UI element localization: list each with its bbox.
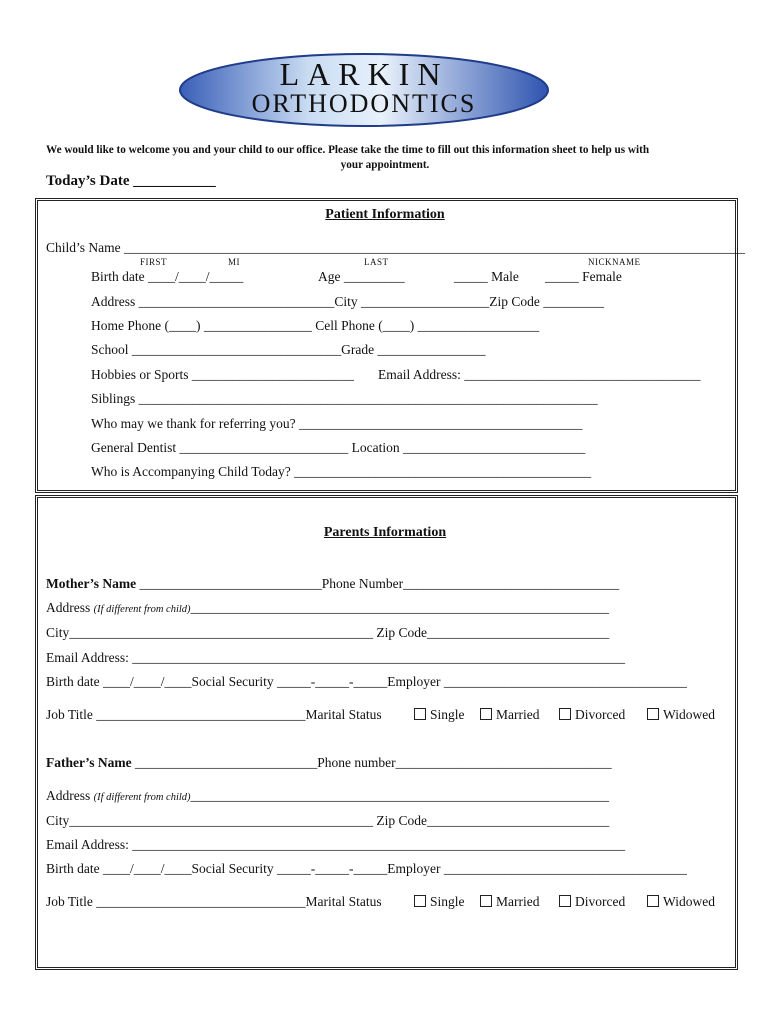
mother-widowed-label: Widowed xyxy=(663,707,715,722)
mother-address-line[interactable]: ______________________________________________________________ xyxy=(190,600,610,615)
patient-information-title: Patient Information xyxy=(325,207,445,222)
father-married-option[interactable] xyxy=(480,894,539,910)
todays-date-field[interactable]: Today’s Date ___________ xyxy=(46,173,216,189)
mother-married-option[interactable] xyxy=(480,707,539,723)
checkbox-icon[interactable] xyxy=(647,895,659,907)
mother-address-note: (If different from child) xyxy=(93,604,191,615)
sub-label-last: LAST xyxy=(364,257,389,267)
mother-widowed-option[interactable] xyxy=(647,707,715,723)
father-birth-field[interactable]: Birth date ____/____/____Social Security _____-_____-_____Employer ____________________________________ xyxy=(46,861,687,876)
sub-label-nickname: NICKNAME xyxy=(588,257,641,267)
checkbox-icon[interactable] xyxy=(414,708,426,720)
sub-label-first: FIRST xyxy=(140,257,168,267)
mother-address-label: Address xyxy=(46,600,94,615)
father-widowed-option[interactable] xyxy=(647,894,715,910)
father-job-field[interactable]: Job Title _______________________________Marital Status xyxy=(46,894,382,909)
female-option[interactable]: _____ Female xyxy=(545,269,622,284)
mother-job-field[interactable]: Job Title _______________________________Marital Status xyxy=(46,707,382,722)
father-name-label: Father’s Name xyxy=(46,755,132,770)
mother-address-row[interactable] xyxy=(46,600,609,616)
mother-name-line[interactable]: ___________________________Phone Number________________________________ xyxy=(136,576,620,591)
father-widowed-label: Widowed xyxy=(663,894,715,909)
mother-name-label: Mother’s Name xyxy=(46,576,137,591)
childs-name-field[interactable]: Child’s Name ____________________________________________________________________________________________ xyxy=(46,240,745,255)
checkbox-icon[interactable] xyxy=(559,895,571,907)
mother-email-field[interactable]: Email Address: _________________________________________________________________________ xyxy=(46,650,625,665)
general-dentist-field[interactable]: General Dentist _________________________ Location ___________________________ xyxy=(91,440,586,455)
sub-label-mi: MI xyxy=(228,257,240,267)
mother-single-label: Single xyxy=(430,707,465,722)
logo xyxy=(178,52,550,128)
welcome-line-1: We would like to welcome you and your child to our office. Please take the time to fill out this information sheet to help us with xyxy=(46,144,650,156)
father-name-line[interactable]: ___________________________Phone number________________________________ xyxy=(131,755,612,770)
siblings-field[interactable]: Siblings ____________________________________________________________________ xyxy=(91,391,598,406)
phone-field[interactable]: Home Phone (____) ________________ Cell Phone (____) __________________ xyxy=(91,318,540,333)
logo-line1: LARKIN xyxy=(279,56,449,92)
address-field[interactable]: Address _____________________________City ___________________Zip Code _________ xyxy=(91,294,604,309)
checkbox-icon[interactable] xyxy=(480,708,492,720)
accompanying-field[interactable]: Who is Accompanying Child Today? ____________________________________________ xyxy=(91,464,592,479)
checkbox-icon[interactable] xyxy=(647,708,659,720)
checkbox-icon[interactable] xyxy=(414,895,426,907)
logo-line2: ORTHODONTICS xyxy=(251,89,477,118)
logo-ellipse xyxy=(178,52,550,128)
mother-single-option[interactable] xyxy=(414,707,465,723)
father-divorced-label: Divorced xyxy=(575,894,626,909)
father-address-line[interactable]: ______________________________________________________________ xyxy=(190,788,610,803)
mother-married-label: Married xyxy=(496,707,540,722)
email-field[interactable]: Email Address: ___________________________________ xyxy=(378,367,701,382)
checkbox-icon[interactable] xyxy=(480,895,492,907)
school-field[interactable]: School _______________________________Grade ________________ xyxy=(91,342,486,357)
mother-birth-field[interactable]: Birth date ____/____/____Social Security _____-_____-_____Employer ____________________________________ xyxy=(46,674,687,689)
father-address-label: Address xyxy=(46,788,94,803)
hobbies-field[interactable]: Hobbies or Sports ________________________ xyxy=(91,367,354,382)
birth-date-field[interactable]: Birth date ____/____/_____ xyxy=(91,269,244,284)
father-city-field[interactable]: City_____________________________________________ Zip Code___________________________ xyxy=(46,813,610,828)
father-divorced-option[interactable] xyxy=(559,894,625,910)
father-single-label: Single xyxy=(430,894,465,909)
father-married-label: Married xyxy=(496,894,540,909)
mother-name-row[interactable] xyxy=(46,576,619,592)
checkbox-icon[interactable] xyxy=(559,708,571,720)
age-field[interactable]: Age _________ xyxy=(318,269,405,284)
referring-field[interactable]: Who may we thank for referring you? __________________________________________ xyxy=(91,416,583,431)
father-address-note: (If different from child) xyxy=(93,792,191,803)
father-single-option[interactable] xyxy=(414,894,465,910)
mother-city-field[interactable]: City_____________________________________________ Zip Code___________________________ xyxy=(46,625,610,640)
male-option[interactable]: _____ Male xyxy=(454,269,519,284)
parents-information-title: Parents Information xyxy=(323,525,447,540)
welcome-line-2: your appointment. xyxy=(340,159,430,171)
father-address-row[interactable] xyxy=(46,788,609,804)
father-name-row[interactable] xyxy=(46,755,612,771)
mother-divorced-option[interactable] xyxy=(559,707,625,723)
father-email-field[interactable]: Email Address: _________________________________________________________________________ xyxy=(46,837,625,852)
mother-divorced-label: Divorced xyxy=(575,707,626,722)
